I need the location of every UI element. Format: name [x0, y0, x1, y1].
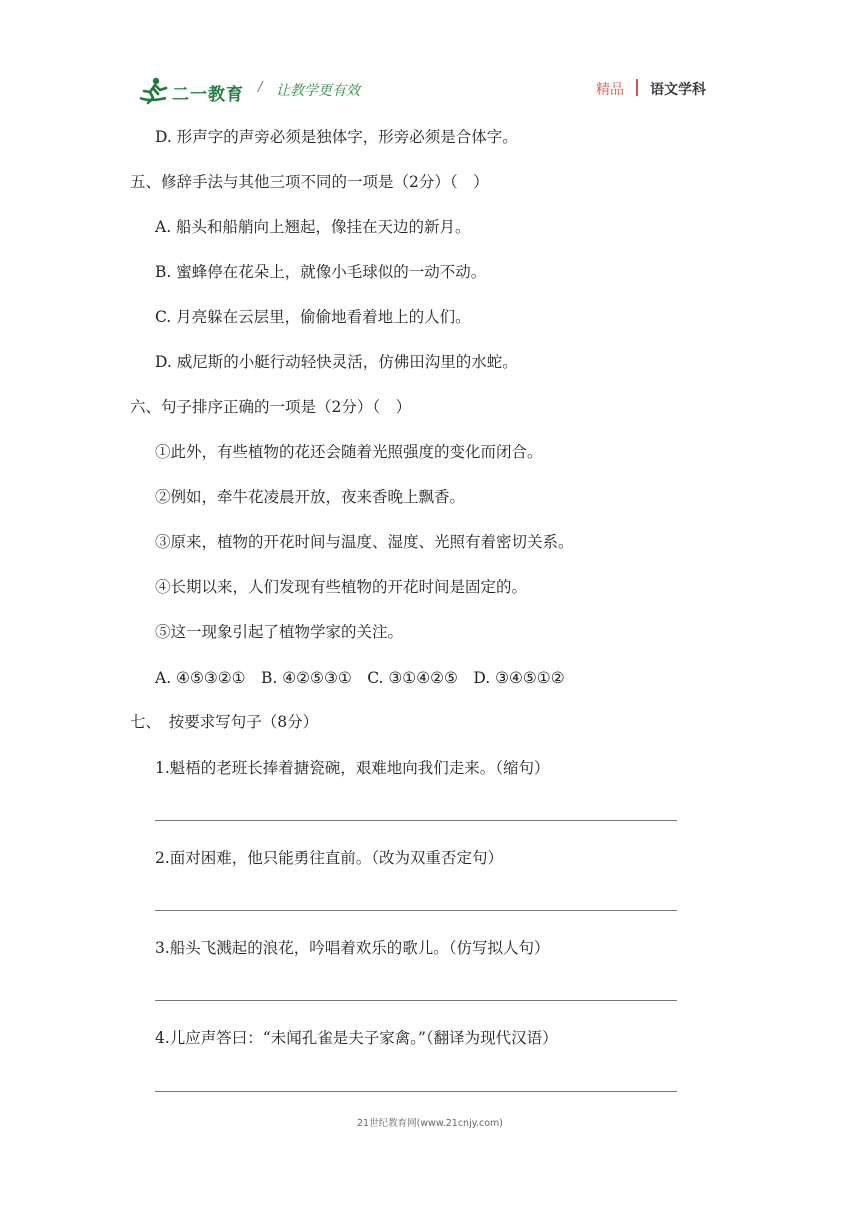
answer-line-1[interactable] — [155, 820, 677, 821]
sentence-1: ①此外，有些植物的花还会随着光照强度的变化而闭合。 — [155, 443, 543, 461]
option-d-q4: D. 形声字的声旁必须是独体字，形旁必须是合体字。 — [155, 128, 518, 146]
task-3: 3.船头飞溅起的浪花，吟唱着欢乐的歌儿。（仿写拟人句） — [155, 939, 550, 957]
order-options-q6: A. ④⑤③②① B. ④②⑤③① C. ③①④②⑤ D. ③④⑤①② — [155, 669, 565, 687]
page-footer: 21世纪教育网(www.21cnjy.com) — [356, 1118, 503, 1129]
running-person-icon — [136, 76, 172, 106]
quality-label: 精品 — [596, 82, 624, 98]
slogan: 让教学更有效 — [276, 83, 360, 99]
logo-text: 二一教育 — [172, 85, 244, 105]
slogan-separator: / — [258, 80, 263, 95]
answer-line-2[interactable] — [155, 910, 677, 911]
option-b-q5: B. 蜜蜂停在花朵上，就像小毛球似的一动不动。 — [155, 263, 487, 281]
question-5-heading: 五、修辞手法与其他三项不同的一项是（2分）（ ） — [130, 173, 489, 191]
sentence-3: ③原来，植物的开花时间与温度、湿度、光照有着密切关系。 — [155, 533, 574, 551]
option-c-q5: C. 月亮躲在云层里，偷偷地看着地上的人们。 — [155, 308, 471, 326]
sentence-4: ④长期以来，人们发现有些植物的开花时间是固定的。 — [155, 578, 528, 596]
answer-line-4[interactable] — [155, 1091, 677, 1092]
subject-label: 语文学科 — [650, 82, 706, 98]
question-6-heading: 六、句子排序正确的一项是（2分）（ ） — [130, 398, 412, 416]
task-2: 2.面对困难，他只能勇往直前。（改为双重否定句） — [155, 849, 504, 867]
question-7-heading: 七、 按要求写句子（8分） — [130, 713, 319, 731]
option-a-q5: A. 船头和船艄向上翘起，像挂在天边的新月。 — [155, 218, 471, 236]
option-d-q5: D. 威尼斯的小艇行动轻快灵活，仿佛田沟里的水蛇。 — [155, 353, 518, 371]
task-1: 1.魁梧的老班长捧着搪瓷碗，艰难地向我们走来。（缩句） — [155, 759, 550, 777]
brand-logo — [136, 76, 246, 105]
sentence-5: ⑤这一现象引起了植物学家的关注。 — [155, 623, 404, 641]
header-divider — [636, 79, 638, 96]
sentence-2: ②例如，牵牛花凌晨开放，夜来香晚上飘香。 — [155, 488, 466, 506]
answer-line-3[interactable] — [155, 1000, 677, 1001]
task-4: 4.儿应声答曰：“未闻孔雀是夫子家禽。”（翻译为现代汉语） — [155, 1029, 558, 1047]
page-header — [136, 70, 716, 106]
